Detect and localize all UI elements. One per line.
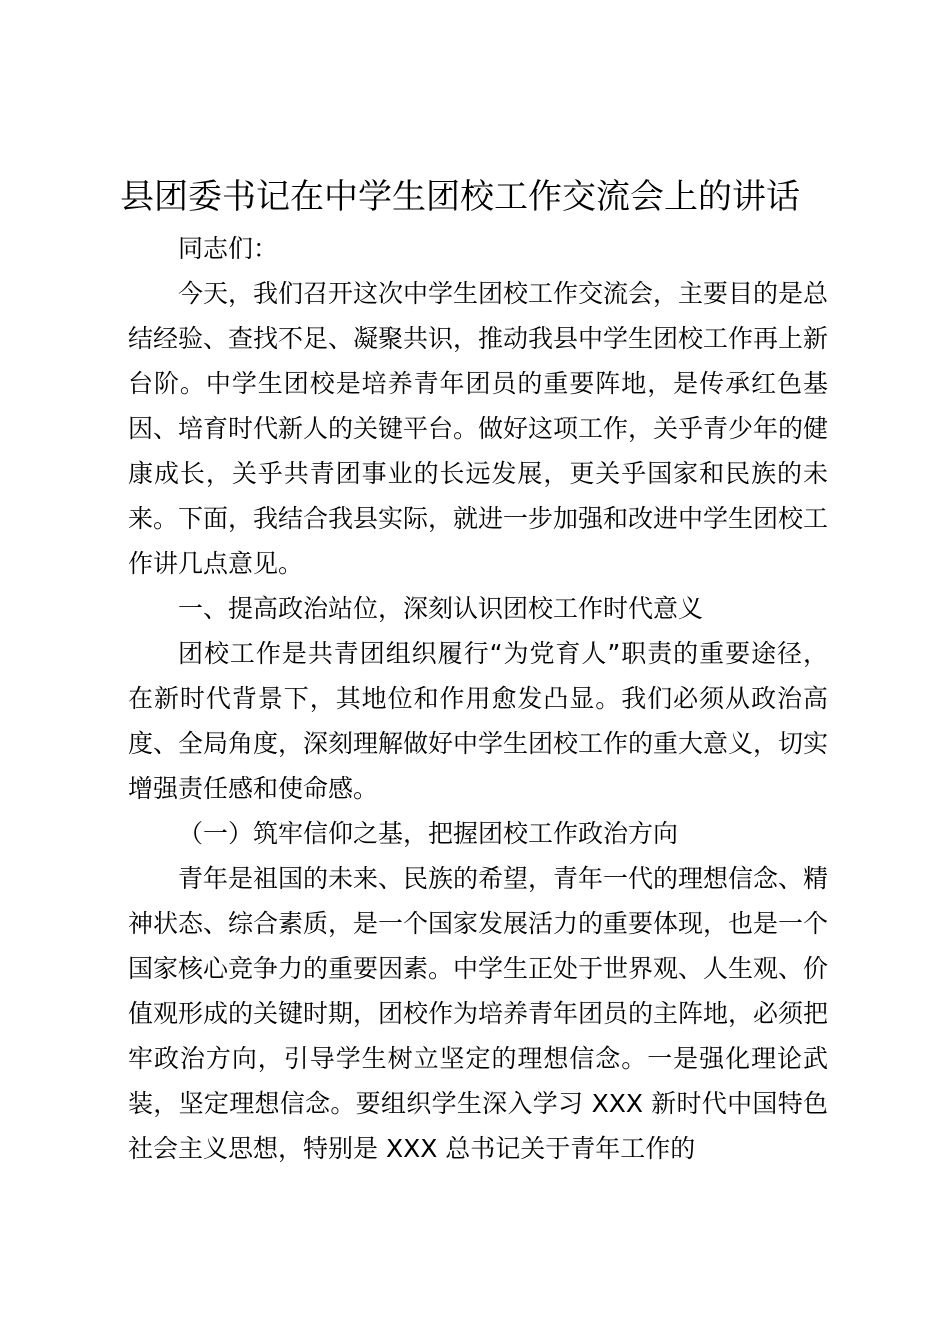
subsection-heading: （一）筑牢信仰之基，把握团校工作政治方向 [178,819,679,848]
body-paragraph: 团校工作是共青团组织履行“为党育人”职责的重要途径，在新时代背景下，其地位和作用愈发凸显。我们必须从政治高度、全局角度，深刻理解做好中学生团校工作的重大意义，切实增强责任感和使命感。 [128,639,829,803]
body-paragraph: 青年是祖国的未来、民族的希望，青年一代的理想信念、精神状态、综合素质，是一个国家发展活力的重要体现，也是一个国家核心竞争力的重要因素。中学生正处于世界观、人生观、价值观形成的关键时期，团校作为培养青年团员的主阵地，必须把牢政治方向，引导学生树立坚定的理想信念。一是强化理论武装，坚定理想信念。要组织学生深入学习 XXX 新时代中国特色社会主义思想，特别是 XXX 总书记关于青年工作的 [128,864,829,1163]
body-paragraph: 今天，我们召开这次中学生团校工作交流会，主要目的是总结经验、查找不足、凝聚共识，推动我县中学生团校工作再上新台阶。中学生团校是培养青年团员的重要阵地，是传承红色基因、培育时代新人的关键平台。做好这项工作，关乎青少年的健康成长，关乎共青团事业的长远发展，更关乎国家和民族的未来。下面，我结合我县实际，就进一步加强和改进中学生团校工作讲几点意见。 [128,279,829,578]
document-title: 县团委书记在中学生团校工作交流会上的讲话 [120,177,800,217]
section-heading: 一、提高政治站位，深刻认识团校工作时代意义 [178,594,704,623]
document-body [128,226,828,1171]
salutation: 同志们： [178,234,279,263]
